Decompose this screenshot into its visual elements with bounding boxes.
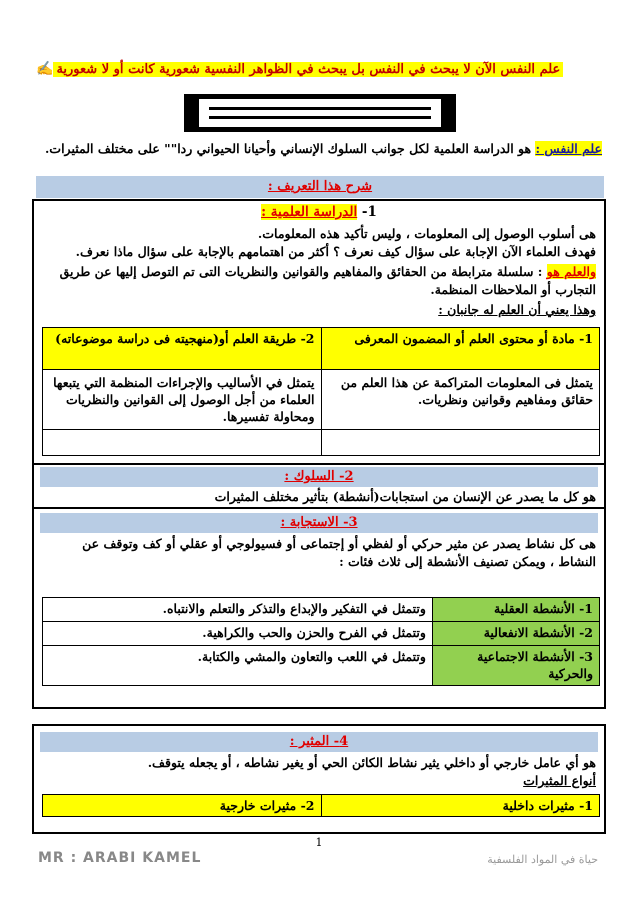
section1-p3-term: والعلم هو xyxy=(546,264,596,279)
section4-text: هو أي عامل خارجي أو داخلي يثير نشاط الكائن الحي أو يغير نشاطه ، أو يجعله يتوقف. xyxy=(147,755,596,770)
section1-heading xyxy=(42,203,596,221)
activity-desc: وتتمثل في التفكير والإبداع والتذكر والتعلم والانتباه. xyxy=(43,598,433,622)
section3-header xyxy=(40,513,598,533)
explain-header xyxy=(36,176,604,198)
activities-table xyxy=(42,597,600,686)
decorative-banner xyxy=(184,94,456,132)
section3-title: 3- الاستجابة : xyxy=(280,515,358,530)
aspect-method-desc: يتمثل في الأساليب والإجراءات المنظمة التي يتبعها العلماء من أجل الوصول إلى القوانين والنظريات ومحاولة تفسيرها. xyxy=(43,370,322,430)
section1-p4: وهذا يعني أن العلم له جانبان : xyxy=(438,302,596,317)
aspect-content-header: 1- مادة أو محتوى العلم أو المضمون المعرفى xyxy=(321,328,600,370)
activity-desc: وتتمثل في الفرح والحزن والحب والكراهية. xyxy=(43,622,433,646)
banner-line-top xyxy=(209,107,431,110)
section4-title: 4- المثير : xyxy=(289,734,349,749)
stimulus-type-external: 2- مثيرات خارجية xyxy=(43,795,322,817)
section2-title: 2- السلوك : xyxy=(284,469,354,484)
section-stimulus xyxy=(32,724,606,834)
stimulus-types-table xyxy=(42,794,600,817)
section1-title: الدراسة العلمية : xyxy=(261,204,358,220)
table-row xyxy=(43,622,600,646)
science-aspects-table xyxy=(42,327,600,456)
banner-inner xyxy=(198,98,442,128)
explain-header-text: شرح هذا التعريف : xyxy=(267,179,373,194)
footer-author: MR : ARABI KAMEL xyxy=(38,850,202,866)
section2-text: هو كل ما يصدر عن الإنسان من استجابات(أنشطة) بتأثير مختلف المثيرات xyxy=(214,489,596,504)
section-scientific-study xyxy=(32,199,606,465)
definition-term: علم النفس : xyxy=(535,141,602,156)
top-title-text: علم النفس الآن لا يبحث في النفس بل يبحث في الظواهر النفسية شعورية كانت أو لا شعورية xyxy=(53,62,563,77)
section-response xyxy=(32,509,606,709)
aspect-content-desc: يتمثل فى المعلومات المتراكمة عن هذا العلم من حقائق ومفاهيم وقوانين ونظريات. xyxy=(321,370,600,430)
activity-label: 3- الأنشطة الاجتماعية والحركية xyxy=(432,646,599,686)
section2-header xyxy=(40,467,598,487)
activity-label: 2- الأنشطة الانفعالية xyxy=(432,622,599,646)
section1-p1: هى أسلوب الوصول إلى المعلومات ، وليس تأكيد هذه المعلومات. xyxy=(257,226,596,241)
section1-p3 xyxy=(42,263,596,299)
section4-header xyxy=(40,732,598,752)
writing-hand-icon: ✍ xyxy=(36,61,54,77)
definition-text: هو الدراسة العلمية لكل جوانب السلوك الإنساني وأحيانا الحيواني ردا"" على مختلف المثيرات. xyxy=(44,141,536,156)
section1-number: 1- xyxy=(361,204,377,220)
section3-text: هى كل نشاط يصدر عن مثير حركي أو لفظي أو إجتماعى أو فسيولوجي أو عقلي أو كف وتوقف عن النشاط ، ويمكن تصنيف الأنشطة إلى ثلاث فئات : xyxy=(82,536,596,569)
table-row xyxy=(43,646,600,686)
banner-line-bottom xyxy=(209,116,431,119)
activity-label: 1- الأنشطة العقلية xyxy=(432,598,599,622)
stimulus-types-title: أنواع المثيرات xyxy=(523,773,596,788)
table-row xyxy=(43,328,600,370)
section1-p2: فهدف العلماء الآن الإجابة على سؤال كيف نعرف ؟ أكثر من اهتمامهم بالإجابة على سؤال ماذا نعرف. xyxy=(75,244,596,259)
section-behavior xyxy=(32,465,606,509)
top-title xyxy=(34,58,602,80)
section1-p3-text: : سلسلة مترابطة من الحقائق والمفاهيم والقوانين والنظريات التى تم التوصل إليها عن طريق التجارب أو الملاحظات المنظمة. xyxy=(59,264,596,297)
stimulus-type-internal: 1- مثيرات داخلية xyxy=(321,795,600,817)
aspect-empty-cell xyxy=(43,430,322,456)
table-row xyxy=(43,598,600,622)
page-number: 1 xyxy=(315,836,323,849)
table-row xyxy=(43,370,600,430)
table-row xyxy=(43,795,600,817)
definition xyxy=(34,140,602,158)
aspect-method-header: 2- طريقة العلم أو(منهجيته فى دراسة موضوعاته) xyxy=(43,328,322,370)
aspect-empty-cell xyxy=(321,430,600,456)
footer-series: حياة في المواد الفلسفية xyxy=(487,853,598,866)
activity-desc: وتتمثل في اللعب والتعاون والمشي والكتابة. xyxy=(43,646,433,686)
table-row xyxy=(43,430,600,456)
